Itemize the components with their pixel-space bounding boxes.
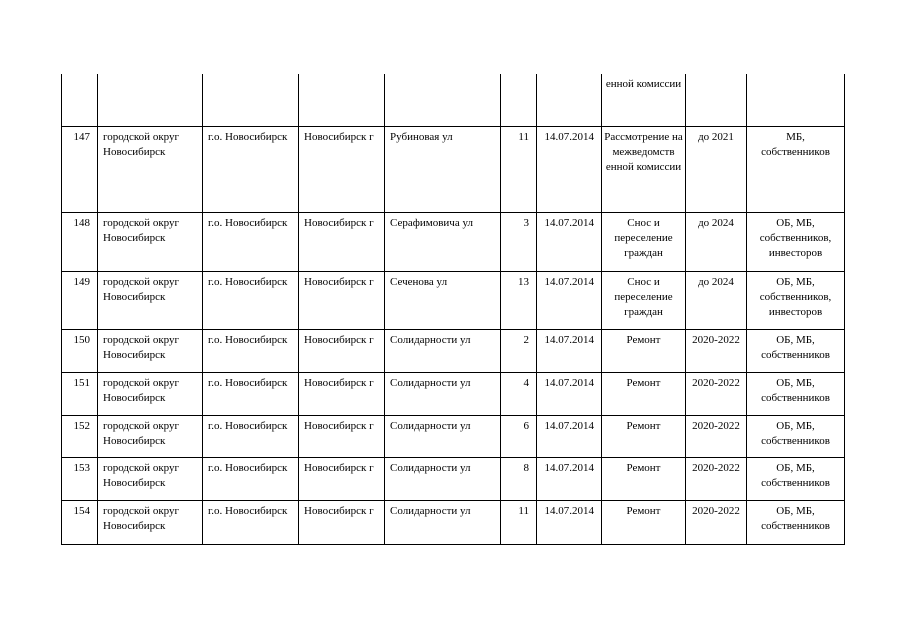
funding-cell: ОБ, МБ, собственников — [747, 457, 845, 500]
row-number: 153 — [62, 457, 98, 500]
funding-cell: ОБ, МБ, собственников — [747, 329, 845, 372]
locality-cell: Новосибирск г — [299, 457, 385, 500]
date-cell: 14.07.2014 — [537, 415, 602, 457]
date-cell: 14.07.2014 — [537, 329, 602, 372]
municipality-cell: г.о. Новосибирск — [203, 271, 299, 329]
funding-cell: ОБ, МБ, собственников — [747, 415, 845, 457]
row-number — [62, 74, 98, 126]
house-cell: 4 — [501, 372, 537, 415]
district-cell — [98, 74, 203, 126]
district-cell: городской округ Новосибирск — [98, 457, 203, 500]
funding-cell: ОБ, МБ, собственников, инвесторов — [747, 212, 845, 271]
street-cell: Солидарности ул — [385, 500, 501, 544]
street-cell: Солидарности ул — [385, 372, 501, 415]
table-row — [62, 271, 845, 329]
measure-cell: Снос и переселение граждан — [602, 271, 686, 329]
municipality-cell: г.о. Новосибирск — [203, 329, 299, 372]
row-number: 147 — [62, 126, 98, 212]
table-row — [62, 329, 845, 372]
date-cell: 14.07.2014 — [537, 271, 602, 329]
housing-table — [61, 74, 845, 545]
house-cell: 11 — [501, 126, 537, 212]
deadline-cell — [686, 74, 747, 126]
locality-cell: Новосибирск г — [299, 500, 385, 544]
table-row — [62, 415, 845, 457]
deadline-cell: до 2021 — [686, 126, 747, 212]
house-cell: 11 — [501, 500, 537, 544]
locality-cell: Новосибирск г — [299, 329, 385, 372]
street-cell: Серафимовича ул — [385, 212, 501, 271]
deadline-cell: 2020-2022 — [686, 457, 747, 500]
locality-cell: Новосибирск г — [299, 271, 385, 329]
table-row — [62, 126, 845, 212]
district-cell: городской округ Новосибирск — [98, 415, 203, 457]
deadline-cell: 2020-2022 — [686, 415, 747, 457]
measure-cell: Снос и переселение граждан — [602, 212, 686, 271]
table-row — [62, 372, 845, 415]
house-cell: 13 — [501, 271, 537, 329]
measure-cell: Ремонт — [602, 457, 686, 500]
table-row — [62, 500, 845, 544]
funding-cell — [747, 74, 845, 126]
district-cell: городской округ Новосибирск — [98, 372, 203, 415]
row-number: 148 — [62, 212, 98, 271]
locality-cell: Новосибирск г — [299, 126, 385, 212]
funding-cell: ОБ, МБ, собственников — [747, 372, 845, 415]
date-cell: 14.07.2014 — [537, 126, 602, 212]
district-cell: городской округ Новосибирск — [98, 271, 203, 329]
street-cell: Солидарности ул — [385, 457, 501, 500]
row-number: 150 — [62, 329, 98, 372]
street-cell: Рубиновая ул — [385, 126, 501, 212]
measure-cell: Ремонт — [602, 372, 686, 415]
deadline-cell: до 2024 — [686, 271, 747, 329]
locality-cell: Новосибирск г — [299, 372, 385, 415]
municipality-cell: г.о. Новосибирск — [203, 457, 299, 500]
house-cell: 3 — [501, 212, 537, 271]
municipality-cell: г.о. Новосибирск — [203, 415, 299, 457]
date-cell: 14.07.2014 — [537, 212, 602, 271]
funding-cell: ОБ, МБ, собственников, инвесторов — [747, 271, 845, 329]
date-cell — [537, 74, 602, 126]
locality-cell — [299, 74, 385, 126]
district-cell: городской округ Новосибирск — [98, 500, 203, 544]
measure-cell: Ремонт — [602, 329, 686, 372]
measure-cell: Ремонт — [602, 500, 686, 544]
deadline-cell: 2020-2022 — [686, 372, 747, 415]
house-cell — [501, 74, 537, 126]
row-number: 149 — [62, 271, 98, 329]
house-cell: 8 — [501, 457, 537, 500]
locality-cell: Новосибирск г — [299, 415, 385, 457]
row-number: 154 — [62, 500, 98, 544]
row-number: 152 — [62, 415, 98, 457]
municipality-cell — [203, 74, 299, 126]
date-cell: 14.07.2014 — [537, 372, 602, 415]
deadline-cell: 2020-2022 — [686, 329, 747, 372]
district-cell: городской округ Новосибирск — [98, 126, 203, 212]
municipality-cell: г.о. Новосибирск — [203, 372, 299, 415]
date-cell: 14.07.2014 — [537, 457, 602, 500]
measure-cell: Рассмотрение на межведомств енной комиссии — [602, 126, 686, 212]
deadline-cell: 2020-2022 — [686, 500, 747, 544]
street-cell: Сеченова ул — [385, 271, 501, 329]
district-cell: городской округ Новосибирск — [98, 329, 203, 372]
date-cell: 14.07.2014 — [537, 500, 602, 544]
table-row — [62, 457, 845, 500]
house-cell: 6 — [501, 415, 537, 457]
street-cell: Солидарности ул — [385, 329, 501, 372]
district-cell: городской округ Новосибирск — [98, 212, 203, 271]
measure-cell: енной комиссии — [602, 74, 686, 126]
table-row — [62, 212, 845, 271]
street-cell: Солидарности ул — [385, 415, 501, 457]
deadline-cell: до 2024 — [686, 212, 747, 271]
funding-cell: МБ, собственников — [747, 126, 845, 212]
street-cell — [385, 74, 501, 126]
municipality-cell: г.о. Новосибирск — [203, 212, 299, 271]
funding-cell: ОБ, МБ, собственников — [747, 500, 845, 544]
municipality-cell: г.о. Новосибирск — [203, 126, 299, 212]
municipality-cell: г.о. Новосибирск — [203, 500, 299, 544]
table-row — [62, 74, 845, 126]
measure-cell: Ремонт — [602, 415, 686, 457]
locality-cell: Новосибирск г — [299, 212, 385, 271]
row-number: 151 — [62, 372, 98, 415]
house-cell: 2 — [501, 329, 537, 372]
